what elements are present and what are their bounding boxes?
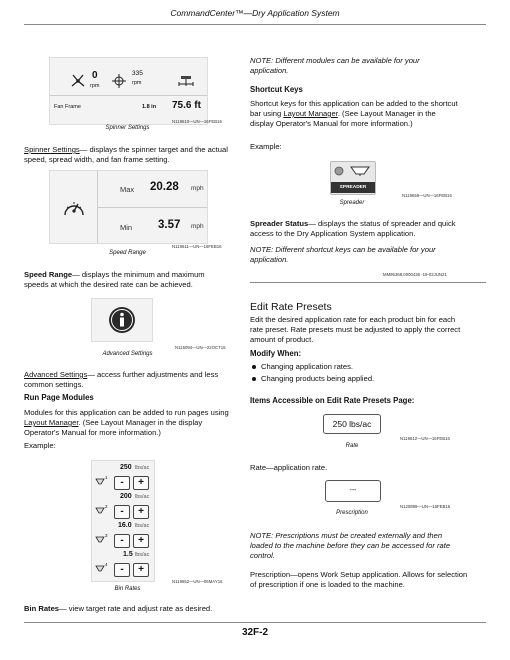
spreader-shortcut-graphic: [330, 161, 376, 195]
figure-ref: N120899—UN—16FEB16: [400, 504, 451, 509]
spreader-status-text: — displays the status of spreader and quick access to the Dry Application System application.: [250, 219, 456, 238]
shortcut-text-2: . (See Layout Manager in the display Operator's Manual for more information.): [250, 109, 436, 128]
bin-rate-unit: lbs/ac: [135, 552, 150, 558]
decrease-rate-button[interactable]: -: [114, 534, 130, 548]
figure-caption: Advanced Settings: [102, 351, 153, 357]
run-page-text-1: Modules for this application can be added to run pages using: [24, 408, 229, 417]
bin-rates-term: Bin Rates: [24, 604, 60, 613]
header-rule: [24, 24, 486, 25]
speed-divider-horizontal: [98, 207, 207, 208]
note-prescriptions: NOTE: Prescriptions must be created externally and then loaded to the machine before they can be accessed for rate control.: [250, 531, 451, 560]
figure-ref: N119659—UN—16FEB16: [402, 193, 452, 198]
note-modules: NOTE: Different modules can be available for your application.: [250, 56, 420, 75]
bin-rate-value: 200: [120, 493, 132, 500]
bin-rate-value: 1.5: [123, 551, 133, 558]
max-speed-unit: mph: [191, 185, 204, 192]
decrease-rate-button[interactable]: -: [114, 505, 130, 519]
advanced-settings-description: [24, 370, 229, 390]
example-label: Example:: [250, 142, 282, 151]
page-number: 32F-2: [241, 627, 269, 638]
fan-frame-value: 1.8 in: [142, 104, 157, 110]
bullet-dot: [252, 365, 256, 369]
spreader-status-term: Spreader Status: [250, 219, 309, 228]
figure-caption: Spinner Settings: [105, 125, 150, 131]
bin-rate-unit: lbs/ac: [135, 523, 150, 529]
figure-ref: N115094—UN—22OCT15: [175, 345, 226, 350]
figure-caption: Speed Range: [109, 250, 146, 256]
figure-ref: N119612—UN—16FEB16: [400, 436, 450, 441]
increase-rate-button[interactable]: +: [133, 563, 149, 577]
spinner-divider: [50, 95, 207, 96]
shortcut-text-1: Shortcut keys for this application can be added to the shortcut bar using: [250, 99, 458, 118]
shortcut-keys-heading: Shortcut Keys: [250, 85, 303, 94]
advanced-settings-text: — access further adjustments and less common settings.: [24, 370, 219, 389]
modify-when-heading: Modify When:: [250, 349, 302, 358]
spread-width-icon: [177, 74, 195, 88]
speed-range-term: Speed Range: [24, 270, 73, 279]
edit-rate-presets-title: Edit Rate Presets: [250, 301, 332, 313]
min-label: Min: [120, 223, 133, 232]
layout-manager-link[interactable]: Layout Manager: [283, 109, 338, 118]
spinner-left-value: 0: [92, 70, 98, 81]
prescription-input-graphic: ---: [325, 480, 381, 502]
bin-rate-unit: lbs/ac: [135, 494, 150, 500]
spinner-settings-text: — displays the spinner target and the actual speed, spread width, and fan frame setting.: [24, 145, 228, 164]
bin-number: 4: [105, 562, 108, 567]
max-label: Max: [120, 185, 135, 194]
bin-icon: [95, 507, 105, 515]
min-speed-value: 3.57: [158, 219, 181, 231]
section-ref: MM95368,0000436 -19-02JUN21: [383, 272, 447, 277]
bin-rate-value: 250: [120, 464, 132, 471]
target-spinner-icon: [112, 74, 126, 88]
info-icon: [108, 306, 136, 334]
bin-number: 1: [105, 475, 108, 480]
modify-item-text: Changing products being applied.: [261, 374, 375, 383]
spinner-settings-description: [24, 145, 229, 165]
bin-rates-description: [24, 604, 234, 614]
prescription-description: Prescription—opens Work Setup application. Allows for selection of prescription if one is loaded to the machine.: [250, 570, 468, 589]
spinner-right-value: 335: [132, 70, 143, 77]
figure-caption: Bin Rates: [114, 586, 141, 592]
increase-rate-button[interactable]: +: [133, 476, 149, 490]
items-accessible-heading: Items Accessible on Edit Rate Presets Page:: [250, 396, 415, 405]
bin-rate-unit: lbs/ac: [135, 465, 150, 471]
speed-range-description: [24, 270, 229, 290]
figure-caption: Spreader: [339, 200, 365, 206]
edit-rate-presets-description: Edit the desired application rate for each product bin for each rate preset. Rate presets must be adjusted to apply the correct amount of product.: [250, 315, 461, 344]
modify-item-text: Changing application rates.: [261, 362, 354, 371]
example-label: Example:: [24, 441, 56, 450]
speed-range-text: — displays the minimum and maximum speeds at which the desired rate can be achieved.: [24, 270, 205, 289]
bin-number: 2: [105, 504, 108, 509]
page-header: CommandCenter™—Dry Application System: [170, 8, 340, 18]
spreader-label: SPREADER: [331, 182, 375, 193]
figure-ref: N119652—UN—06MAY16: [172, 579, 223, 584]
advanced-settings-term: Advanced Settings: [24, 370, 88, 379]
section-rule: [250, 282, 486, 283]
spinner-settings-term: Spinner Settings: [24, 145, 80, 154]
shortcut-keys-description: [250, 99, 460, 129]
bin-rates-graphic: [91, 460, 155, 582]
bin-rate-value: 16.0: [118, 522, 132, 529]
rate-description: Rate—application rate.: [250, 463, 328, 472]
max-speed-value: 20.28: [150, 181, 179, 193]
bullet-dot: [252, 377, 256, 381]
advanced-settings-graphic: [91, 298, 153, 342]
decrease-rate-button[interactable]: -: [114, 476, 130, 490]
bin-rates-text: — view target rate and adjust rate as desired.: [59, 604, 213, 613]
modify-item: [252, 373, 374, 384]
bin-icon: [95, 565, 105, 573]
speed-range-graphic: [49, 170, 208, 244]
bin-icon: [95, 536, 105, 544]
bin-icon: [95, 478, 105, 486]
spinner-settings-graphic: [49, 57, 208, 125]
figure-caption: Prescription: [336, 510, 368, 516]
min-speed-unit: mph: [191, 223, 204, 230]
figure-ref: N119610—UN—16FEB16: [172, 119, 222, 124]
modify-item: [252, 361, 353, 372]
run-page-description: [24, 408, 234, 438]
decrease-rate-button[interactable]: -: [114, 563, 130, 577]
increase-rate-button[interactable]: +: [133, 534, 149, 548]
layout-manager-link[interactable]: Layout Manager: [24, 418, 79, 427]
spinner-icon: [70, 73, 86, 89]
speedometer-icon: [62, 197, 86, 219]
figure-caption: Rate: [345, 443, 359, 449]
run-page-heading: Run Page Modules: [24, 393, 94, 402]
increase-rate-button[interactable]: +: [133, 505, 149, 519]
spinner-right-unit: rpm: [132, 80, 142, 86]
bin-number: 3: [105, 533, 108, 538]
footer-rule: [24, 622, 486, 623]
fan-frame-label: Fan Frame: [54, 104, 81, 110]
figure-ref: N119611—UN—16FEB16: [172, 244, 222, 249]
rate-input-graphic: 250 lbs/ac: [323, 414, 381, 434]
note-shortcut-keys: NOTE: Different shortcut keys can be available for your application.: [250, 245, 436, 264]
spread-width-value: 75.6 ft: [172, 100, 201, 111]
spreader-icon: [349, 165, 371, 177]
run-page-text-2: . (See Layout Manager in the display Operator's Manual for more information.): [24, 418, 203, 437]
spinner-left-unit: rpm: [90, 83, 100, 89]
spreader-status-description: [250, 219, 465, 239]
status-indicator-icon: [334, 166, 344, 176]
